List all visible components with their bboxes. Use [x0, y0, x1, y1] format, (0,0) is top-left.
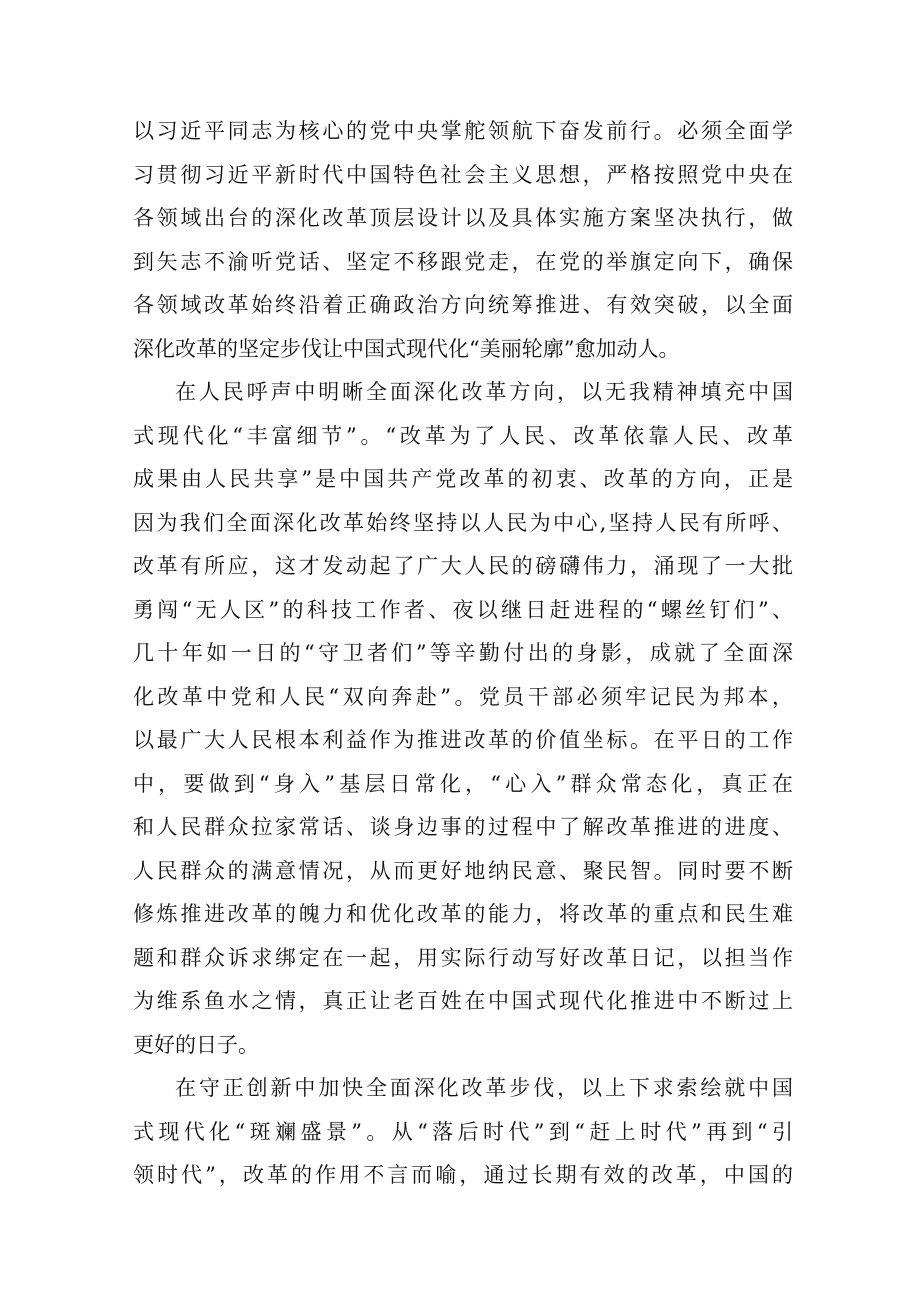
document-body: [133, 110, 793, 1198]
text-line: 更好的日子。: [133, 1032, 259, 1057]
text-line: 修炼推进改革的魄力和优化改革的能力，将改革的重点和民生难: [133, 902, 793, 926]
text-line: 领时代”，改革的作用不言而喻，通过长期有效的改革，中国的: [133, 1163, 793, 1187]
text-line: 习贯彻习近平新时代中国特色社会主义思想，严格按照党中央在: [133, 162, 793, 187]
text-line: 在守正创新中加快全面深化改革步伐，以上下求索绘就中国: [175, 1076, 793, 1100]
text-line: 化改革中党和人民“双向奔赴”。党员干部必须牢记民为邦本，: [133, 684, 793, 709]
text-line: 中，要做到“身入”基层日常化，“心入”群众常态化，真正在: [133, 771, 793, 796]
text-line: 以最广大人民根本利益作为推进改革的价值坐标。在平日的工作: [133, 728, 793, 752]
text-line: 式现代化“丰富细节”。“改革为了人民、改革依靠人民、改革: [133, 423, 793, 448]
text-line: 各领域出台的深化改革顶层设计以及具体实施方案坚决执行，做: [133, 206, 793, 230]
text-line: 因为我们全面深化改革始终坚持以人民为中心,坚持人民有所呼、: [133, 510, 793, 535]
text-line: 以习近平同志为核心的党中央掌舵领航下奋发前行。必须全面学: [133, 119, 793, 143]
text-line: 深化改革的坚定步伐让中国式现代化“美丽轮廓”愈加动人。: [133, 336, 680, 361]
text-line: 和人民群众拉家常话、谈身边事的过程中了解改革推进的进度、: [133, 815, 793, 839]
text-line: 为维系鱼水之情，真正让老百姓在中国式现代化推进中不断过上: [133, 989, 793, 1013]
paragraph: [133, 1067, 793, 1198]
text-line: 各领域改革始终沿着正确政治方向统筹推进、有效突破，以全面: [133, 293, 793, 317]
text-line: 勇闯“无人区”的科技工作者、夜以继日赶进程的“螺丝钉们”、: [133, 597, 793, 622]
paragraph: [133, 110, 793, 371]
text-line: 到矢志不渝听党话、坚定不移跟党走，在党的举旗定向下，确保: [133, 249, 793, 274]
text-line: 几十年如一日的“守卫者们”等辛勤付出的身影，成就了全面深: [133, 641, 793, 665]
paragraph: [133, 371, 793, 1067]
text-line: 改革有所应，这才发动起了广大人民的磅礴伟力，涌现了一大批: [133, 554, 793, 578]
text-line: 式现代化“斑斓盛景”。从“落后时代”到“赶上时代”再到“引: [133, 1119, 793, 1144]
text-line: 题和群众诉求绑定在一起，用实际行动写好改革日记，以担当作: [133, 945, 793, 970]
text-line: 在人民呼声中明晰全面深化改革方向，以无我精神填充中国: [175, 380, 793, 404]
text-line: 人民群众的满意情况，从而更好地纳民意、聚民智。同时要不断: [133, 858, 793, 883]
text-line: 成果由人民共享”是中国共产党改革的初衷、改革的方向，正是: [133, 467, 793, 491]
